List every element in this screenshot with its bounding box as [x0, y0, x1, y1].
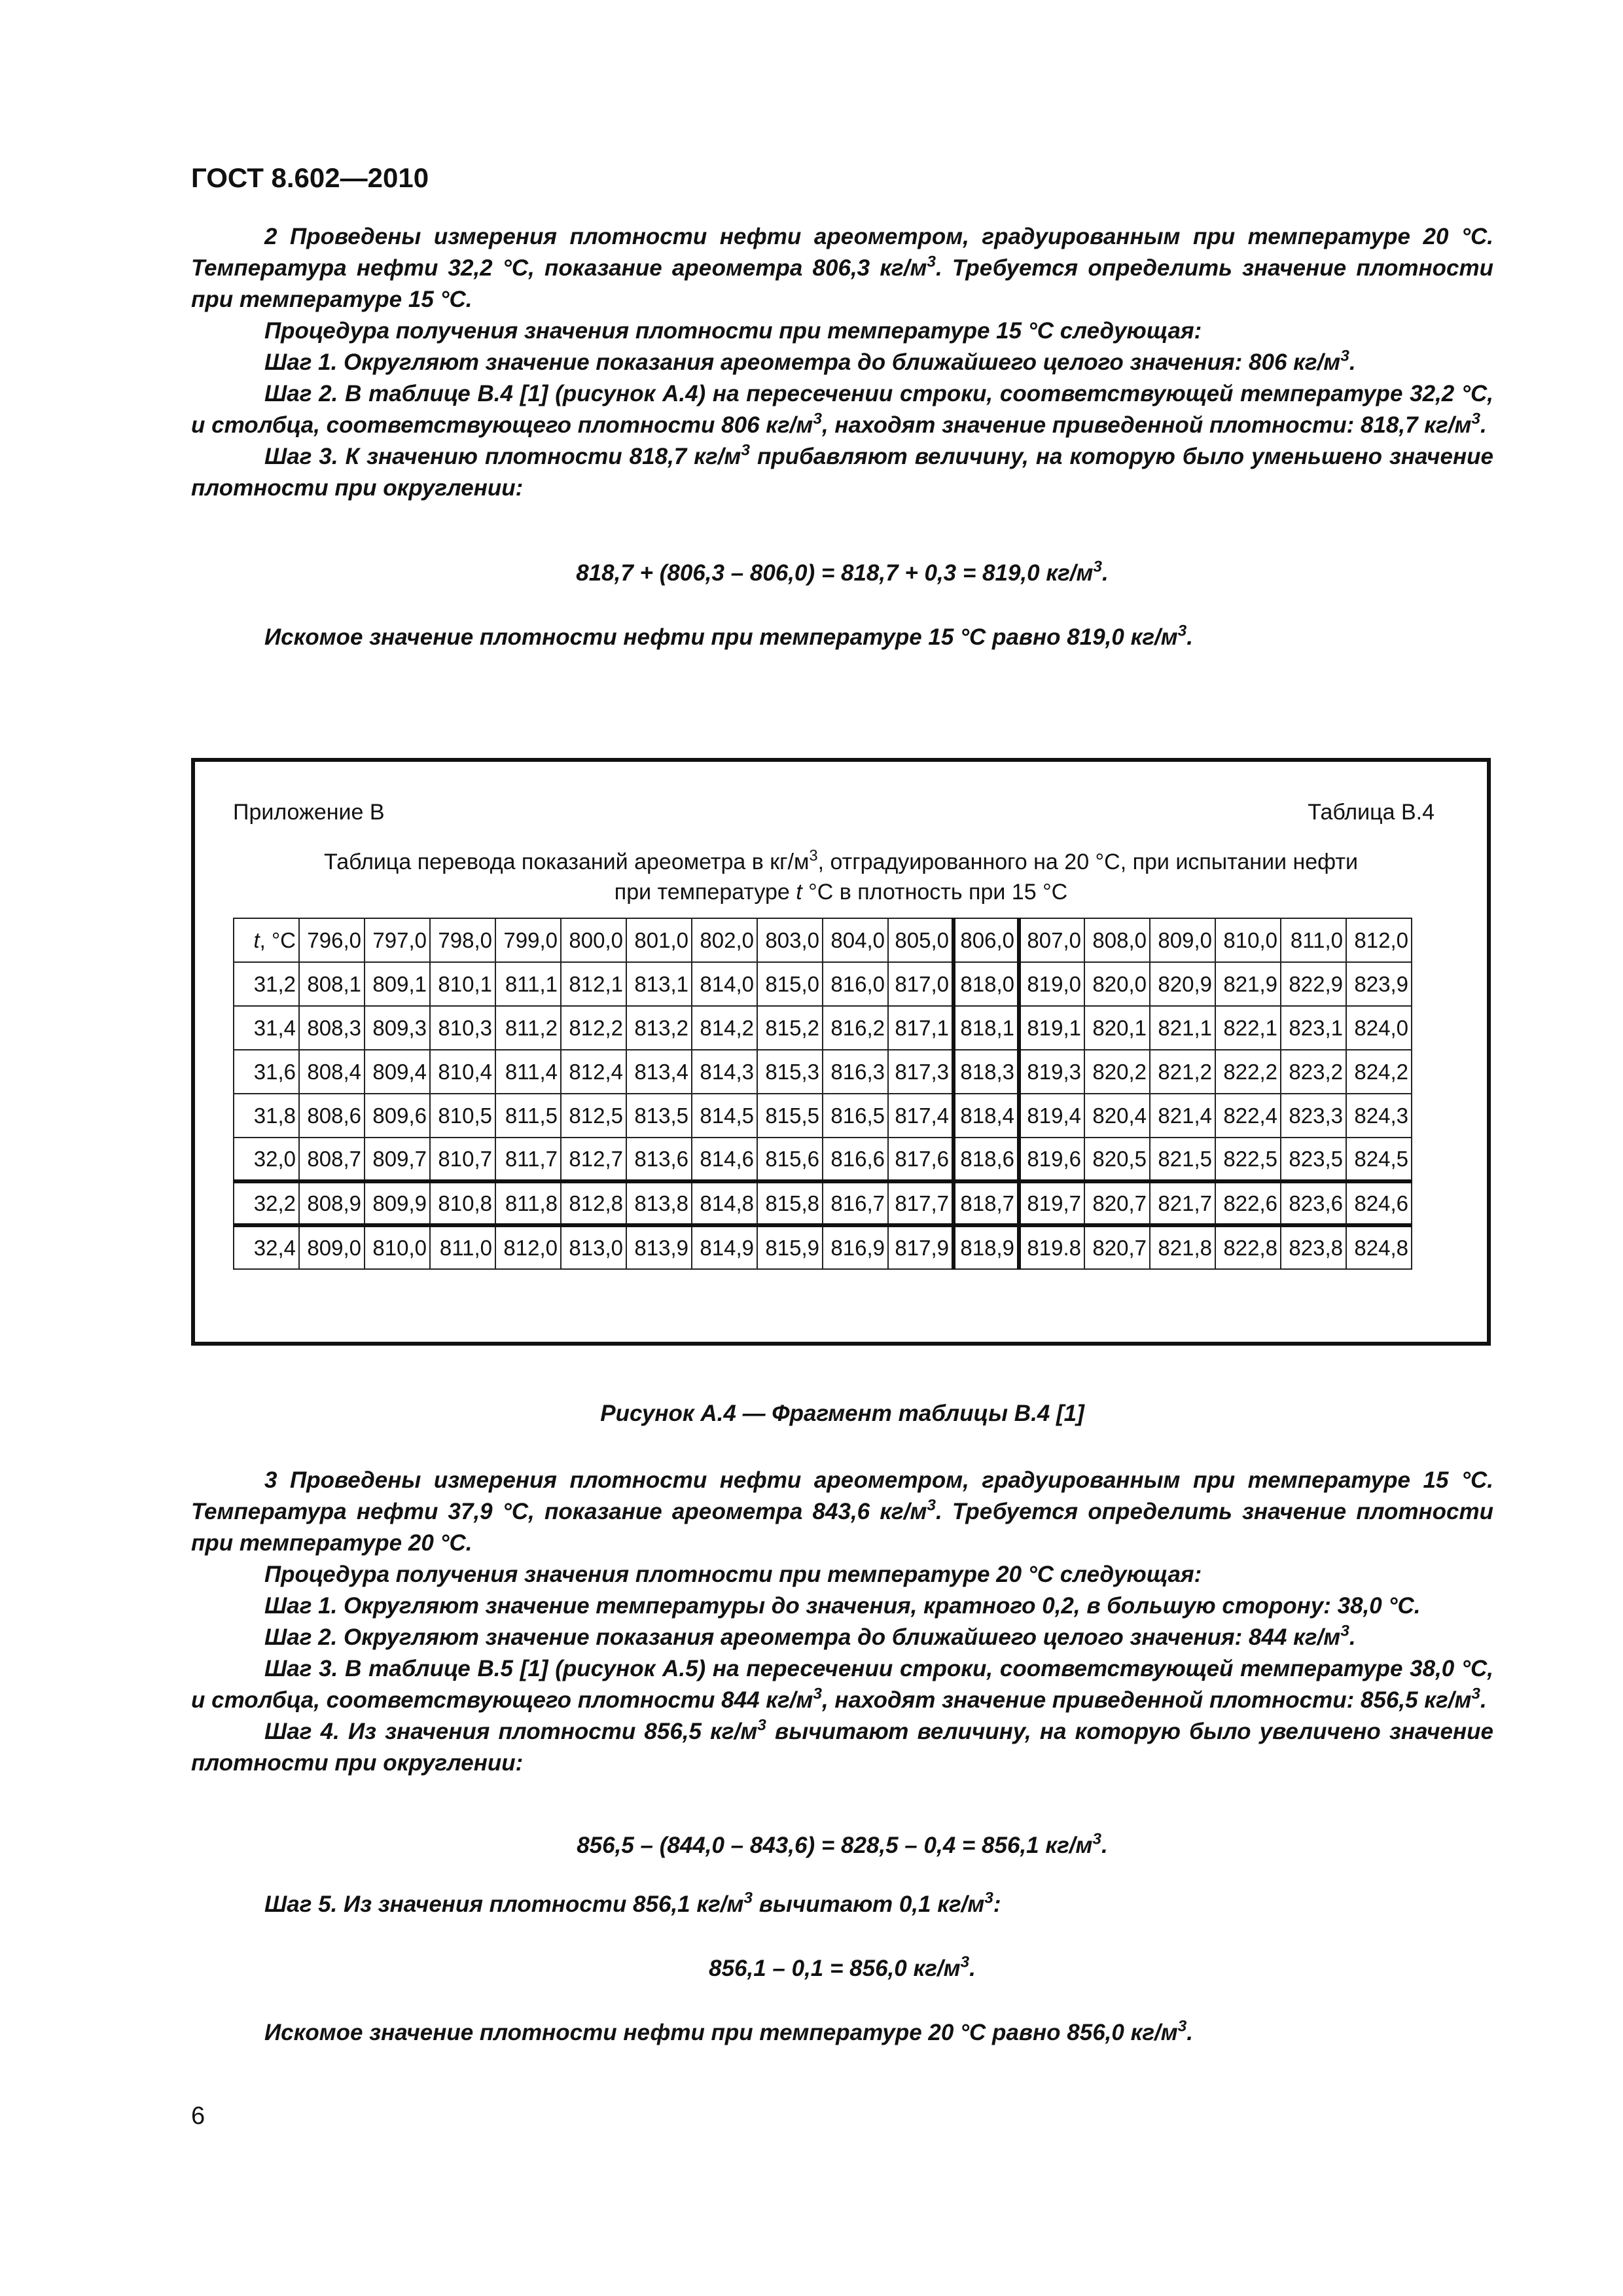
header-density-cell: 803,0	[757, 918, 823, 962]
header-temperature-cell: t, °С	[234, 918, 299, 962]
header-density-cell: 797,0	[365, 918, 430, 962]
row-temperature-cell: 32,2	[234, 1181, 299, 1225]
header-density-cell: 808,0	[1084, 918, 1150, 962]
table-cell: 811,5	[495, 1094, 561, 1138]
table-cell: 817,9	[888, 1225, 954, 1269]
table-cell: 823,6	[1281, 1181, 1346, 1225]
figure-title: Рисунок А.4 — Фрагмент таблицы В.4 [1]	[600, 1401, 1084, 1426]
table-cell: 814,3	[692, 1050, 757, 1094]
table-cell: 820,5	[1084, 1138, 1150, 1181]
row-temperature-cell: 32,0	[234, 1138, 299, 1181]
table-cell: 821,8	[1150, 1225, 1215, 1269]
table-cell: 813,9	[626, 1225, 692, 1269]
table-cell: 823,2	[1281, 1050, 1346, 1094]
table-cell: 817,7	[888, 1181, 954, 1225]
table-cell: 818,3	[954, 1050, 1019, 1094]
header-density-cell: 807,0	[1019, 918, 1084, 962]
table-cell: 815,6	[757, 1138, 823, 1181]
table-cell: 810,0	[365, 1225, 430, 1269]
example-3-step-2: Шаг 2. Округляют значение показания ареометра до ближайшего целого значения: 844 $кг/м^3$.	[264, 1622, 1356, 1650]
table-cell: 809,9	[365, 1181, 430, 1225]
example-3-step-5: Шаг 5. Из значения плотности 856,1 $кг/м^3$ вычитают 0,1 $кг/м^3$:	[264, 1889, 1001, 1917]
table-cell: 821,2	[1150, 1050, 1215, 1094]
example-3-statement: 3 Проведены измерения плотности нефти ареометром, градуированным при температуре 15 °С. Температура нефти 37,9 °С, показание ареометра 843,6 $кг/м^3$. Требуется определить значение плотности при температуре 20 °С.	[191, 1467, 1494, 1556]
table-cell: 816,7	[823, 1181, 888, 1225]
table-cell: 815,5	[757, 1094, 823, 1138]
table-cell: 811,1	[495, 962, 561, 1006]
table-cell: 810,3	[430, 1006, 495, 1050]
row-temperature-cell: 31,2	[234, 962, 299, 1006]
table-cell: 811,0	[430, 1225, 495, 1269]
header-density-cell: 802,0	[692, 918, 757, 962]
table-row	[234, 1225, 1412, 1269]
table-cell: 820,7	[1084, 1225, 1150, 1269]
example-3-result: Искомое значение плотности нефти при температуре 20 °С равно 856,0 $кг/м^3$.	[264, 2017, 1193, 2045]
table-cell: 818,6	[954, 1138, 1019, 1181]
document-id: ГОСТ 8.602—2010	[191, 162, 429, 193]
table-cell: 815,2	[757, 1006, 823, 1050]
table-cell: 818,9	[954, 1225, 1019, 1269]
table-cell: 821,5	[1150, 1138, 1215, 1181]
table-cell: 811,4	[495, 1050, 561, 1094]
table-row	[234, 1006, 1412, 1050]
table-cell: 819,3	[1019, 1050, 1084, 1094]
table-cell: 821,7	[1150, 1181, 1215, 1225]
table-cell: 813,1	[626, 962, 692, 1006]
table-cell: 822,5	[1215, 1138, 1281, 1181]
example-2-procedure: Процедура получения значения плотности при температуре 15 °С следующая:	[264, 318, 1202, 344]
table-cell: 810,8	[430, 1181, 495, 1225]
table-number: Таблица В.4	[1308, 800, 1435, 825]
table-cell: 820,0	[1084, 962, 1150, 1006]
table-cell: 816,3	[823, 1050, 888, 1094]
header-density-cell: 806,0	[954, 918, 1019, 962]
table-cell: 812,1	[561, 962, 626, 1006]
table-cell: 808,3	[299, 1006, 365, 1050]
table-cell: 823,5	[1281, 1138, 1346, 1181]
header-density-cell: 805,0	[888, 918, 954, 962]
table-cell: 816,0	[823, 962, 888, 1006]
table-cell: 812,7	[561, 1138, 626, 1181]
table-cell: 823,8	[1281, 1225, 1346, 1269]
table-cell: 824,2	[1346, 1050, 1412, 1094]
table-row	[234, 1181, 1412, 1225]
table-cell: 819,6	[1019, 1138, 1084, 1181]
table-cell: 824,0	[1346, 1006, 1412, 1050]
table-cell: 822,8	[1215, 1225, 1281, 1269]
table-cell: 814,0	[692, 962, 757, 1006]
table-cell: 823,1	[1281, 1006, 1346, 1050]
table-cell: 815,0	[757, 962, 823, 1006]
table-cell: 818,1	[954, 1006, 1019, 1050]
table-cell: 808,1	[299, 962, 365, 1006]
table-cell: 822,9	[1281, 962, 1346, 1006]
table-cell: 817,4	[888, 1094, 954, 1138]
table-cell: 818,0	[954, 962, 1019, 1006]
table-cell: 813,4	[626, 1050, 692, 1094]
table-cell: 811,7	[495, 1138, 561, 1181]
table-cell: 820,7	[1084, 1181, 1150, 1225]
table-cell: 808,7	[299, 1138, 365, 1181]
table-cell: 817,6	[888, 1138, 954, 1181]
table-cell: 812,5	[561, 1094, 626, 1138]
table-cell: 808,4	[299, 1050, 365, 1094]
table-row	[234, 962, 1412, 1006]
density-table	[233, 918, 1412, 1270]
table-cell: 820,4	[1084, 1094, 1150, 1138]
table-cell: 813,8	[626, 1181, 692, 1225]
table-cell: 814,9	[692, 1225, 757, 1269]
table-row	[234, 1138, 1412, 1181]
header-density-cell: 810,0	[1215, 918, 1281, 962]
table-cell: 816,6	[823, 1138, 888, 1181]
table-cell: 809,6	[365, 1094, 430, 1138]
table-cell: 821,4	[1150, 1094, 1215, 1138]
example-3-step-3: Шаг 3. В таблице В.5 [1] (рисунок А.5) на пересечении строки, соответствующей температуре 38,0 °С, и столбца, соответствующего плотности 844 $кг/м^3$, находят значение приведенной плотности: 856,5 $кг/м^3$.	[191, 1656, 1493, 1713]
table-cell: 820,1	[1084, 1006, 1150, 1050]
example-2-result: Искомое значение плотности нефти при температуре 15 °С равно 819,0 $кг/м^3$.	[264, 622, 1193, 650]
header-density-cell: 799,0	[495, 918, 561, 962]
page-number: 6	[191, 2102, 205, 2130]
table-cell: 812,2	[561, 1006, 626, 1050]
appendix-label: Приложение В	[233, 800, 385, 825]
table-cell: 809,1	[365, 962, 430, 1006]
table-cell: 808,6	[299, 1094, 365, 1138]
table-cell: 824,8	[1346, 1225, 1412, 1269]
header-density-cell: 796,0	[299, 918, 365, 962]
table-cell: 819,0	[1019, 962, 1084, 1006]
table-cell: 813,5	[626, 1094, 692, 1138]
table-cell: 811,2	[495, 1006, 561, 1050]
table-cell: 814,2	[692, 1006, 757, 1050]
figure-table-b4	[191, 758, 1491, 1346]
table-cell: 814,8	[692, 1181, 757, 1225]
example-2-step-3: Шаг 3. К значению плотности 818,7 $кг/м^3$ прибавляют величину, на которую было уменьшено значение плотности при округлении:	[191, 441, 1493, 501]
table-cell: 815,9	[757, 1225, 823, 1269]
example-3-section	[191, 1465, 1493, 1779]
table-cell: 817,3	[888, 1050, 954, 1094]
table-cell: 820,2	[1084, 1050, 1150, 1094]
table-cell: 822,1	[1215, 1006, 1281, 1050]
header-density-cell: 809,0	[1150, 918, 1215, 962]
table-cell: 821,1	[1150, 1006, 1215, 1050]
table-cell: 812,4	[561, 1050, 626, 1094]
table-cell: 820,9	[1150, 962, 1215, 1006]
example-2-formula: 818,7 + (806,3 – 806,0) = 818,7 + 0,3 = 819,0 $кг/м^3$.	[576, 558, 1109, 586]
header-density-cell: 811,0	[1281, 918, 1346, 962]
table-cell: 822,6	[1215, 1181, 1281, 1225]
table-cell: 822,4	[1215, 1094, 1281, 1138]
table-cell: 813,2	[626, 1006, 692, 1050]
table-cell: 815,8	[757, 1181, 823, 1225]
table-cell: 812,0	[495, 1225, 561, 1269]
example-3-formula-1: 856,5 – (844,0 – 843,6) = 828,5 – 0,4 = 856,1 $кг/м^3$.	[577, 1830, 1108, 1858]
table-cell: 819,7	[1019, 1181, 1084, 1225]
table-cell: 819,4	[1019, 1094, 1084, 1138]
table-cell: 822,2	[1215, 1050, 1281, 1094]
example-2-statement: 2 Проведены измерения плотности нефти ареометром, градуированным при температуре 20 °С. Температура нефти 32,2 °С, показание ареометра 806,3 $кг/м^3$. Требуется определить значение плотности при температуре 15 °С.	[191, 224, 1494, 312]
table-cell: 809,0	[299, 1225, 365, 1269]
table-cell: 824,6	[1346, 1181, 1412, 1225]
table-cell: 816,9	[823, 1225, 888, 1269]
header-density-cell: 798,0	[430, 918, 495, 962]
table-cell: 814,5	[692, 1094, 757, 1138]
row-temperature-cell: 32,4	[234, 1225, 299, 1269]
example-3-step-1: Шаг 1. Округляют значение температуры до значения, кратного 0,2, в большую сторону: 38,0 °С.	[264, 1593, 1421, 1619]
table-cell: 813,6	[626, 1138, 692, 1181]
example-3-formula-2: 856,1 – 0,1 = 856,0 $кг/м^3$.	[709, 1953, 976, 1981]
row-temperature-cell: 31,8	[234, 1094, 299, 1138]
table-header-row	[234, 918, 1412, 962]
table-caption: Таблица перевода показаний ареометра в $кг/м^3$, отградуированного на 20 °С, при испытании нефти при температуре t °С в плотность при 15 °С	[324, 846, 1358, 905]
table-cell: 819.8	[1019, 1225, 1084, 1269]
table-cell: 823,3	[1281, 1094, 1346, 1138]
table-cell: 817,1	[888, 1006, 954, 1050]
header-density-cell: 800,0	[561, 918, 626, 962]
table-cell: 823,9	[1346, 962, 1412, 1006]
table-cell: 810,1	[430, 962, 495, 1006]
table-cell: 824,3	[1346, 1094, 1412, 1138]
table-cell: 814,6	[692, 1138, 757, 1181]
example-2-section	[191, 221, 1493, 504]
header-density-cell: 801,0	[626, 918, 692, 962]
table-cell: 818,4	[954, 1094, 1019, 1138]
example-2-step-2: Шаг 2. В таблице В.4 [1] (рисунок А.4) на пересечении строки, соответствующей температуре 32,2 °С, и столбца, соответствующего плотности 806 $кг/м^3$, находят значение приведенной плотности: 818,7 $кг/м^3$.	[191, 381, 1493, 438]
table-cell: 813,0	[561, 1225, 626, 1269]
table-cell: 816,5	[823, 1094, 888, 1138]
table-row	[234, 1050, 1412, 1094]
table-cell: 810,4	[430, 1050, 495, 1094]
table-cell: 809,3	[365, 1006, 430, 1050]
header-density-cell: 812,0	[1346, 918, 1412, 962]
table-cell: 821,9	[1215, 962, 1281, 1006]
table-cell: 815,3	[757, 1050, 823, 1094]
table-cell: 809,4	[365, 1050, 430, 1094]
table-cell: 811,8	[495, 1181, 561, 1225]
header-density-cell: 804,0	[823, 918, 888, 962]
example-3-procedure: Процедура получения значения плотности при температуре 20 °С следующая:	[264, 1562, 1202, 1587]
table-cell: 819,1	[1019, 1006, 1084, 1050]
table-cell: 812,8	[561, 1181, 626, 1225]
example-3-step-4: Шаг 4. Из значения плотности 856,5 $кг/м^3$ вычитают величину, на которую было увеличено значение плотности при округлении:	[191, 1716, 1493, 1776]
table-cell: 808,9	[299, 1181, 365, 1225]
table-row	[234, 1094, 1412, 1138]
table-cell: 824,5	[1346, 1138, 1412, 1181]
table-cell: 816,2	[823, 1006, 888, 1050]
table-cell: 809,7	[365, 1138, 430, 1181]
row-temperature-cell: 31,4	[234, 1006, 299, 1050]
table-cell: 817,0	[888, 962, 954, 1006]
table-cell: 810,5	[430, 1094, 495, 1138]
table-cell: 818,7	[954, 1181, 1019, 1225]
table-cell: 810,7	[430, 1138, 495, 1181]
row-temperature-cell: 31,6	[234, 1050, 299, 1094]
example-2-step-1: Шаг 1. Округляют значение показания ареометра до ближайшего целого значения: 806 $кг/м^3$.	[264, 347, 1356, 375]
